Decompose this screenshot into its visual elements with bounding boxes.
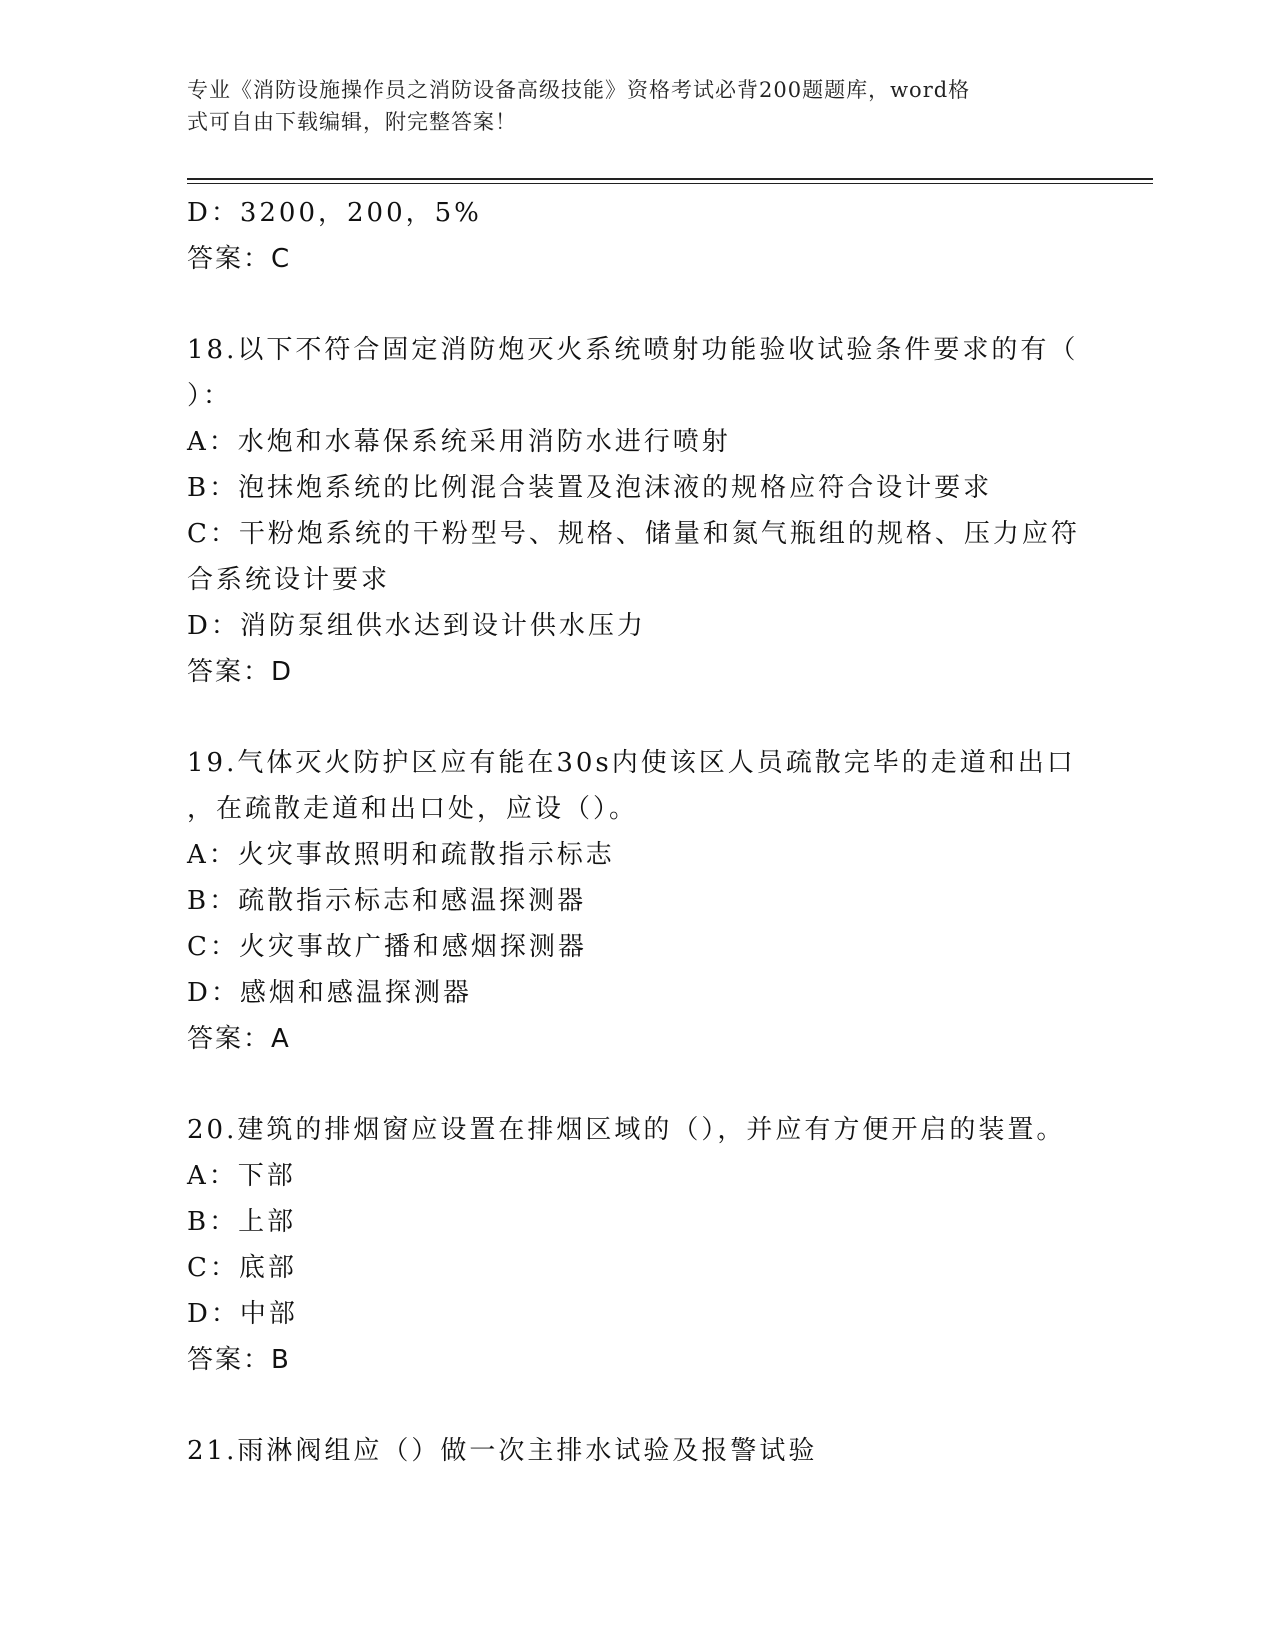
document-header [187,74,1067,138]
option-c-cont: 合系统设计要求 [187,565,391,595]
option-b: B：疏散指示标志和感温探测器 [187,886,587,916]
answer: 答案：C [187,244,292,274]
option-c: C：底部 [187,1253,297,1283]
option-d: D：感烟和感温探测器 [187,978,472,1008]
option-b: B：泡抹炮系统的比例混合装置及泡沫液的规格应符合设计要求 [187,473,993,503]
question-20 [187,1107,1087,1383]
question-stem: 21.雨淋阀组应（）做一次主排水试验及报警试验 [187,1436,818,1466]
answer: 答案：A [187,1024,291,1054]
option-a: A：水炮和水幕保系统采用消防水进行喷射 [187,427,731,457]
question-stem: 20.建筑的排烟窗应设置在排烟区域的（），并应有方便开启的装置。 [187,1115,1066,1145]
option-d: D：中部 [187,1299,298,1329]
question-21 [187,1428,1087,1474]
header-divider-thick [187,178,1153,180]
answer: 答案：D [187,657,294,687]
option-a: A：火灾事故照明和疏散指示标志 [187,840,615,870]
option-c: C：干粉炮系统的干粉型号、规格、储量和氮气瓶组的规格、压力应符 [187,519,1080,549]
question-18 [187,327,1087,695]
header-line-1: 专业《消防设施操作员之消防设备高级技能》资格考试必背200题题库，word格 [187,78,971,102]
question-19 [187,740,1087,1062]
question-stem: 18.以下不符合固定消防炮灭火系统喷射功能验收试验条件要求的有（ [187,335,1079,365]
question-content [187,190,1087,1474]
option-d: D：3200，200，5% [187,198,482,228]
option-b: B：上部 [187,1207,297,1237]
option-d: D：消防泵组供水达到设计供水压力 [187,611,646,641]
option-c: C：火灾事故广播和感烟探测器 [187,932,587,962]
question-stem: 19.气体灭火防护区应有能在30s内使该区人员疏散完毕的走道和出口 [187,748,1076,778]
question-stem-cont: ）： [187,381,233,411]
question-stem-cont: ，在疏散走道和出口处，应设（）。 [187,794,639,824]
header-line-2: 式可自由下载编辑，附完整答案！ [187,110,517,134]
header-divider-thin [187,183,1153,184]
option-a: A：下部 [187,1161,296,1191]
answer: 答案：B [187,1345,291,1375]
